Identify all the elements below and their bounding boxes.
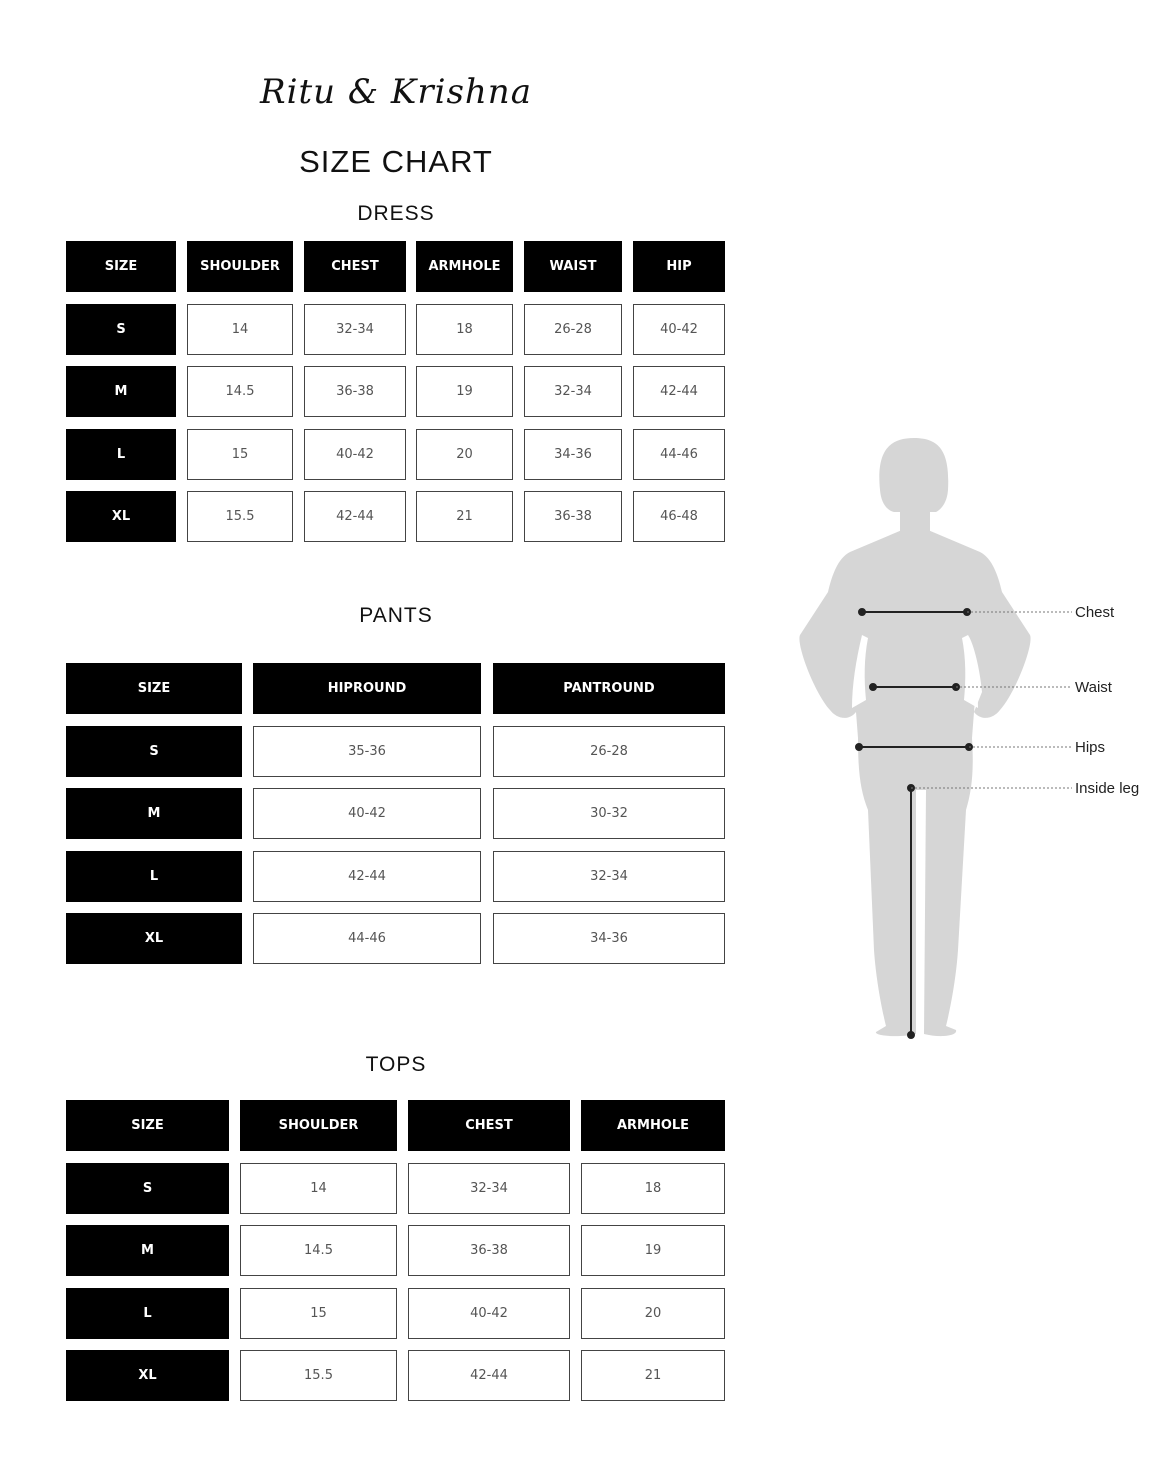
column-header: SIZE — [66, 663, 242, 714]
table-cell: 15.5 — [187, 491, 293, 542]
table-cell: 42-44 — [633, 366, 725, 417]
hips-label: Hips — [1075, 739, 1106, 756]
table-cell: 21 — [581, 1350, 725, 1401]
table-cell: 32-34 — [304, 304, 406, 355]
column-header: CHEST — [304, 241, 406, 292]
dress-section-title: DRESS — [357, 202, 435, 225]
size-label-cell: L — [66, 429, 176, 480]
table-cell: 19 — [581, 1225, 725, 1276]
table-cell: 46-48 — [633, 491, 725, 542]
table-cell: 14 — [187, 304, 293, 355]
table-cell: 15 — [187, 429, 293, 480]
column-header: WAIST — [524, 241, 622, 292]
column-header: HIPROUND — [253, 663, 481, 714]
table-cell: 42-44 — [253, 851, 481, 902]
table-cell: 40-42 — [304, 429, 406, 480]
table-cell: 36-38 — [524, 491, 622, 542]
chest-label: Chest — [1075, 604, 1115, 621]
table-cell: 20 — [581, 1288, 725, 1339]
table-cell: 42-44 — [408, 1350, 570, 1401]
pants-section-title: PANTS — [359, 604, 433, 627]
column-header: ARMHOLE — [581, 1100, 725, 1151]
size-label-cell: L — [66, 1288, 229, 1339]
table-cell: 44-46 — [633, 429, 725, 480]
table-cell: 34-36 — [524, 429, 622, 480]
table-cell: 44-46 — [253, 913, 481, 964]
table-cell: 21 — [416, 491, 513, 542]
column-header: PANTROUND — [493, 663, 725, 714]
table-cell: 35-36 — [253, 726, 481, 777]
table-cell: 15.5 — [240, 1350, 397, 1401]
size-label-cell: XL — [66, 491, 176, 542]
waist-label: Waist — [1075, 679, 1112, 696]
table-cell: 32-34 — [408, 1163, 570, 1214]
body-silhouette-icon — [799, 438, 1030, 1036]
table-cell: 30-32 — [493, 788, 725, 839]
size-label-cell: L — [66, 851, 242, 902]
size-label-cell: M — [66, 788, 242, 839]
table-cell: 20 — [416, 429, 513, 480]
size-label-cell: S — [66, 1163, 229, 1214]
size-label-cell: S — [66, 304, 176, 355]
table-cell: 32-34 — [524, 366, 622, 417]
page-title: SIZE CHART — [299, 144, 493, 179]
column-header: SIZE — [66, 241, 176, 292]
body-measurement-figure — [790, 430, 1160, 1050]
column-header: SIZE — [66, 1100, 229, 1151]
table-cell: 14.5 — [240, 1225, 397, 1276]
table-cell: 34-36 — [493, 913, 725, 964]
column-header: SHOULDER — [187, 241, 293, 292]
column-header: SHOULDER — [240, 1100, 397, 1151]
tops-section-title: TOPS — [365, 1053, 427, 1076]
size-label-cell: XL — [66, 913, 242, 964]
size-label-cell: M — [66, 1225, 229, 1276]
column-header: ARMHOLE — [416, 241, 513, 292]
size-label-cell: XL — [66, 1350, 229, 1401]
table-cell: 32-34 — [493, 851, 725, 902]
column-header: HIP — [633, 241, 725, 292]
size-label-cell: M — [66, 366, 176, 417]
table-cell: 19 — [416, 366, 513, 417]
table-cell: 40-42 — [408, 1288, 570, 1339]
table-cell: 40-42 — [253, 788, 481, 839]
table-cell: 36-38 — [304, 366, 406, 417]
table-cell: 26-28 — [524, 304, 622, 355]
table-cell: 40-42 — [633, 304, 725, 355]
brand-logo: Ritu & Krishna — [260, 72, 532, 112]
table-cell: 18 — [581, 1163, 725, 1214]
inside-leg-label: Inside leg — [1075, 780, 1140, 797]
table-cell: 14 — [240, 1163, 397, 1214]
table-cell: 18 — [416, 304, 513, 355]
table-cell: 26-28 — [493, 726, 725, 777]
table-cell: 36-38 — [408, 1225, 570, 1276]
table-cell: 15 — [240, 1288, 397, 1339]
table-cell: 14.5 — [187, 366, 293, 417]
table-cell: 42-44 — [304, 491, 406, 542]
column-header: CHEST — [408, 1100, 570, 1151]
size-label-cell: S — [66, 726, 242, 777]
